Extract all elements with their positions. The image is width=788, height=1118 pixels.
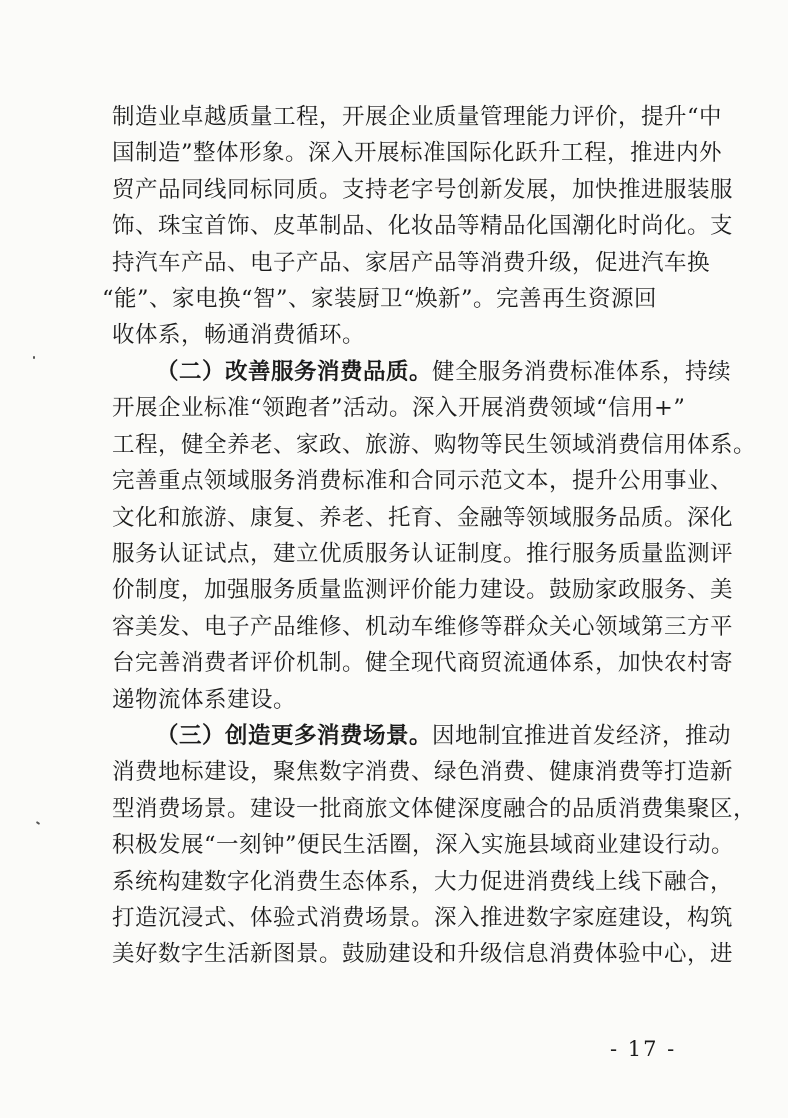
- paragraph-first-line: [112, 718, 732, 754]
- paragraph-line: 工程，健全养老、家政、旅游、购物等民生领域消费信用体系。: [112, 431, 757, 458]
- section-1-paragraph: [102, 99, 734, 354]
- paragraph-line: 贸产品同线同标同质。支持老字号创新发展，加快推进服装服: [112, 176, 734, 203]
- paragraph-line: 美好数字生活新图景。鼓励建设和升级信息消费体验中心，进: [112, 941, 734, 968]
- paragraph-line: 价制度，加强服务质量监测评价能力建设。鼓励家政服务、美: [112, 577, 734, 604]
- paragraph-line: “能”、家电换“智”、家装厨卫“焕新”。完善再生资源回: [102, 285, 658, 312]
- paragraph-line: 积极发展“一刻钟”便民生活圈，深入实施县域商业建设行动。: [112, 832, 735, 859]
- paragraph-line: 国制造”整体形象。深入开展标准国际化跃升工程，推进内外: [112, 140, 723, 167]
- heading-continuation: 因地制宜推进首发经济，推动: [432, 723, 732, 749]
- paragraph-first-line: [112, 354, 732, 390]
- paragraph-line: 文化和旅游、康复、养老、托育、金融等领域服务品质。深化: [112, 504, 734, 531]
- section-heading: （二）改善服务消费品质。: [156, 359, 433, 385]
- section-2-paragraph: [112, 354, 757, 718]
- section-3-paragraph: [112, 718, 757, 973]
- paragraph-line: 持汽车产品、电子产品、家居产品等消费升级，促进汽车换: [112, 249, 711, 276]
- paragraph-line: 服务认证试点，建立优质服务认证制度。推行服务质量监测评: [112, 540, 734, 567]
- paragraph-line: 收体系，畅通消费循环。: [112, 322, 366, 349]
- paragraph-line: 台完善消费者评价机制。健全现代商贸流通体系，加快农村寄: [112, 650, 734, 677]
- scan-speck: [36, 821, 40, 825]
- section-heading: （三）创造更多消费场景。: [156, 723, 433, 749]
- heading-continuation: 健全服务消费标准体系，持续: [432, 359, 732, 385]
- paragraph-line: 系统构建数字化消费生态体系，大力促进消费线上线下融合，: [112, 868, 734, 895]
- paragraph-line: 制造业卓越质量工程，开展企业质量管理能力评价，提升“中: [112, 104, 723, 130]
- paragraph-line: 开展企业标准“领跑者”活动。深入开展消费领域“信用+”: [112, 395, 686, 422]
- paragraph-line: 消费地标建设，聚焦数字消费、绿色消费、健康消费等打造新: [112, 759, 734, 786]
- paragraph-line: 型消费场景。建设一批商旅文体健深度融合的品质消费集聚区，: [112, 795, 757, 822]
- paragraph-line: 完善重点领域服务消费标准和合同示范文本，提升公用事业、: [112, 468, 734, 495]
- paragraph-line: 容美发、电子产品维修、机动车维修等群众关心领域第三方平: [112, 613, 734, 640]
- page-number: - 17 -: [610, 1037, 677, 1061]
- scan-speck: [33, 356, 35, 359]
- paragraph-line: 饰、珠宝首饰、皮革制品、化妆品等精品化国潮化时尚化。支: [112, 213, 734, 240]
- paragraph-line: 递物流体系建设。: [112, 686, 297, 713]
- paragraph-line: 打造沉浸式、体验式消费场景。深入推进数字家庭建设，构筑: [112, 904, 734, 931]
